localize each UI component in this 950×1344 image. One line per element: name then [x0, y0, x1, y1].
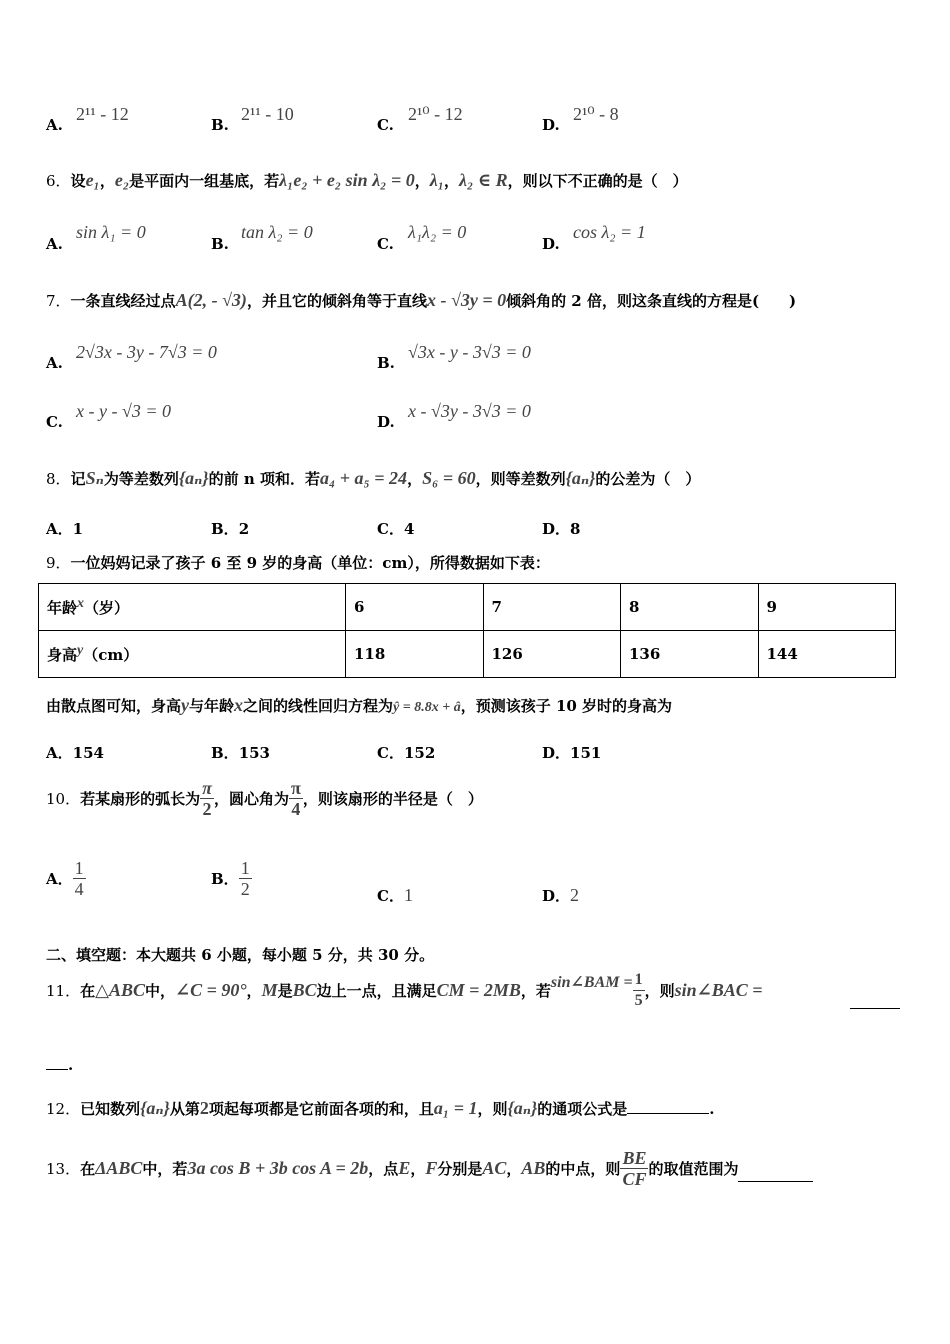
q9-x: x	[234, 695, 244, 715]
question-9	[46, 552, 550, 573]
q6-e2: e₂	[114, 170, 130, 190]
q9-height-header	[39, 631, 346, 678]
q8-opt-c-label: C．	[377, 520, 404, 538]
q8-opt-b	[211, 518, 249, 539]
q9-opt-b-val: 153	[238, 744, 270, 762]
q9-opt-b	[211, 742, 270, 763]
q12-text-b: 从第	[169, 1100, 200, 1118]
q9-text: 一位妈妈记录了孩子 6 至 9 岁的身高（单位：cm），所得数据如下表：	[70, 554, 550, 572]
section-2-heading: 二、填空题：本大题共 6 小题，每小题 5 分，共 30 分。	[46, 946, 435, 964]
q9-number: 9．	[46, 554, 71, 572]
q7-text-c: 倾斜角的 2 倍，则这条直线的方程是( )	[506, 292, 797, 310]
table-row	[39, 584, 896, 631]
question-11	[46, 970, 762, 1011]
q9-followup	[46, 695, 672, 716]
q13-triangle: ΔABC	[95, 1158, 143, 1178]
q11-bc: BC	[292, 980, 317, 1000]
q12-text-e: 的通项公式是	[537, 1100, 628, 1118]
q10-opt-b-den: 2	[240, 879, 250, 899]
table-cell: 126	[483, 631, 621, 678]
q5-opt-b-label: B.	[211, 116, 229, 134]
q10-opt-a	[46, 858, 86, 899]
q13-text-d: 分别是	[437, 1160, 483, 1178]
q13-answer-blank[interactable]	[738, 1167, 813, 1182]
q8-opt-b-label: B．	[211, 520, 239, 538]
q6-comma: ，	[414, 172, 430, 190]
q13-text-e: 的中点，则	[545, 1160, 621, 1178]
table-row	[39, 631, 896, 678]
q13-sep2: ，	[506, 1160, 522, 1178]
q9-opt-c-label: C．	[377, 744, 404, 762]
q8-number: 8．	[46, 470, 71, 488]
q10-opt-d	[542, 885, 579, 906]
q12-answer-blank[interactable]	[627, 1099, 709, 1114]
question-12	[46, 1098, 715, 1119]
q8-an: {aₙ}	[178, 468, 209, 488]
q9-age-head-a: 年龄	[47, 599, 78, 617]
q9-follow-c: 之间的线性回归方程为	[243, 697, 394, 715]
q10-opt-a-fraction	[73, 858, 86, 899]
q11-fraction	[633, 970, 645, 1011]
q8-opt-a-val: 1	[72, 520, 84, 538]
q12-a1: a₁ = 1	[433, 1098, 478, 1118]
q5-opt-d-label: D.	[542, 116, 560, 134]
q10-opt-a-den: 4	[74, 879, 84, 899]
q11-frac-den: 5	[634, 992, 643, 1009]
q9-height-head-a: 身高	[47, 646, 78, 664]
q7-number: 7．	[46, 292, 71, 310]
q6-condition: λ₁e₂ + e₂ sin λ₂ = 0	[279, 170, 415, 190]
q11-tail: .	[68, 1056, 74, 1074]
q12-text-d: ，则	[477, 1100, 508, 1118]
q8-opt-b-val: 2	[238, 520, 250, 538]
q11-text-e: ，若	[520, 982, 551, 1000]
q11-cm: CM = 2MB	[436, 980, 521, 1000]
q9-height-head-b: （cm）	[83, 646, 139, 664]
q5-opt-d-expr: 2¹⁰ - 8	[573, 104, 619, 124]
q9-age-head-b: （岁）	[84, 599, 130, 617]
q8-an2: {aₙ}	[565, 468, 596, 488]
q11-sin-bam: sin∠BAM =	[550, 973, 633, 991]
table-cell: 118	[346, 631, 484, 678]
q7-text-b: ，并且它的倾斜角等于直线	[246, 292, 427, 310]
q10-opt-b-num: 1	[240, 858, 250, 878]
question-8	[46, 468, 700, 489]
q9-regression-eq: ŷ = 8.8x + â	[393, 700, 461, 715]
q6-sep: ，	[99, 172, 115, 190]
q11-text-a: 在	[80, 982, 96, 1000]
q5-opt-c-label: C.	[377, 116, 394, 134]
q13-equation: 3a cos B + 3b cos A = 2b	[187, 1158, 369, 1178]
q11-comma: ，	[246, 982, 262, 1000]
q11-number: 11．	[46, 982, 81, 1000]
q6-e1: e₁	[85, 170, 100, 190]
q6-opt-d-expr: cos λ₂ = 1	[573, 222, 646, 242]
table-cell: 144	[758, 631, 896, 678]
q12-text-c: 项起每项都是它前面各项的和，且	[208, 1100, 434, 1118]
q9-opt-c	[377, 742, 435, 763]
table-cell: 9	[758, 584, 896, 631]
q6-opt-b-label: B.	[211, 235, 229, 253]
q9-opt-d-label: D．	[542, 744, 571, 762]
q6-text-c: ，则以下不正确的是（ ）	[507, 172, 688, 190]
q10-arc-den: 2	[202, 799, 212, 819]
q9-opt-d	[542, 742, 601, 763]
table-cell: 136	[621, 631, 759, 678]
q10-arc-fraction	[200, 778, 214, 819]
q12-an2: {aₙ}	[507, 1098, 538, 1118]
q11-m: M	[261, 980, 278, 1000]
q13-frac-num: BE	[622, 1148, 647, 1168]
q13-text-f: 的取值范围为	[648, 1160, 739, 1178]
q10-opt-c-label: C．	[377, 887, 404, 905]
q10-opt-a-num: 1	[74, 858, 84, 878]
q10-angle-fraction	[289, 778, 303, 819]
q5-opt-b-expr: 2¹¹ - 10	[241, 104, 294, 124]
q11-answer-line-2	[46, 1055, 73, 1074]
q8-text-a: 记	[70, 470, 86, 488]
q12-two: 2	[199, 1098, 209, 1118]
q13-text-b: 中，若	[142, 1160, 188, 1178]
q10-opt-d-val: 2	[570, 885, 580, 905]
q13-frac-den: CF	[622, 1169, 647, 1189]
q10-angle-den: 4	[291, 799, 301, 819]
q11-text-b: 中，	[144, 982, 175, 1000]
q7-point: A(2, - √3)	[175, 290, 247, 310]
q9-opt-a-val: 154	[72, 744, 104, 762]
q8-opt-c	[377, 518, 414, 539]
q9-follow-a: 由散点图可知，身高	[46, 697, 182, 715]
q13-fraction	[620, 1148, 648, 1189]
q13-e: E	[398, 1158, 411, 1178]
q11-text-d: 边上一点，且满足	[316, 982, 437, 1000]
q6-lambda2-in-r: λ₂ ∈ R	[459, 170, 508, 190]
q13-sep: ，	[410, 1160, 426, 1178]
table-cell: 6	[346, 584, 484, 631]
q9-opt-a-label: A．	[46, 744, 73, 762]
q11-triangle: △ABC	[95, 980, 145, 1000]
q10-opt-c	[377, 885, 413, 906]
q8-cond2: S₆ = 60	[422, 468, 476, 488]
q5-opt-c-expr: 2¹⁰ - 12	[408, 104, 463, 124]
q6-number: 6．	[46, 172, 71, 190]
q13-number: 13．	[46, 1160, 81, 1178]
q10-arc-num: π	[202, 778, 212, 798]
q11-answer-blank-2[interactable]	[46, 1055, 68, 1070]
q8-text-d: ，则等差数列	[475, 470, 566, 488]
q13-text-c: ，点	[368, 1160, 399, 1178]
q5-opt-a-expr: 2¹¹ - 12	[76, 104, 129, 124]
q8-opt-d-label: D．	[542, 520, 571, 538]
q11-text-f: ，则	[644, 982, 675, 1000]
q8-opt-a	[46, 518, 83, 539]
q6-text-b: 是平面内一组基底，若	[129, 172, 280, 190]
q9-opt-c-val: 152	[403, 744, 436, 762]
q10-text-b: ，圆心角为	[213, 790, 289, 808]
q7-line-eq: x - √3y = 0	[426, 290, 507, 310]
q10-opt-b	[211, 858, 252, 899]
q6-opt-a-label: A.	[46, 235, 63, 253]
q8-comma: ，	[407, 470, 423, 488]
q9-data-table	[38, 583, 896, 678]
q8-text-c: 的前 n 项和．若	[208, 470, 320, 488]
q7-opt-d-expr: x - √3y - 3√3 = 0	[408, 401, 531, 421]
q8-opt-d	[542, 518, 580, 539]
q7-opt-a-label: A.	[46, 354, 63, 372]
q9-age-var: x	[77, 596, 85, 611]
q12-text-a: 已知数列	[80, 1100, 141, 1118]
q10-opt-a-label: A．	[46, 870, 73, 888]
q11-angle: ∠C = 90°	[175, 980, 247, 1000]
q9-follow-b: 与年龄	[189, 697, 235, 715]
q10-text-a: 若某扇形的弧长为	[80, 790, 201, 808]
q8-sn: Sₙ	[85, 468, 104, 488]
q9-height-var: y	[77, 643, 84, 658]
q11-text-c: 是	[277, 982, 293, 1000]
question-10	[46, 778, 483, 819]
q13-f: F	[425, 1158, 438, 1178]
q13-ab: AB	[521, 1158, 546, 1178]
q7-opt-a-expr: 2√3x - 3y - 7√3 = 0	[76, 342, 217, 362]
q9-opt-a	[46, 742, 104, 763]
q7-opt-c-expr: x - y - √3 = 0	[76, 401, 171, 421]
q6-lambda1: λ₁	[429, 170, 444, 190]
q6-text-a: 设	[70, 172, 86, 190]
q6-opt-c-label: C.	[377, 235, 394, 253]
q11-answer-blank-1[interactable]	[850, 992, 900, 1009]
q10-opt-d-label: D．	[542, 887, 571, 905]
q7-text-a: 一条直线经过点	[70, 292, 176, 310]
q12-an: {aₙ}	[140, 1098, 170, 1118]
q13-text-a: 在	[80, 1160, 96, 1178]
q7-opt-b-expr: √3x - y - 3√3 = 0	[408, 342, 531, 362]
q9-y: y	[181, 695, 190, 715]
q6-opt-a-expr: sin λ₁ = 0	[76, 222, 146, 242]
q11-sin-bac: sin∠BAC =	[674, 980, 763, 1000]
q7-opt-d-label: D.	[377, 413, 395, 431]
q10-text-c: ，则该扇形的半径是（ ）	[302, 790, 483, 808]
q10-number: 10．	[46, 790, 81, 808]
q9-opt-d-val: 151	[570, 744, 602, 762]
q10-angle-num: π	[290, 778, 301, 798]
q8-text-b: 为等差数列	[103, 470, 179, 488]
q13-ac: AC	[482, 1158, 507, 1178]
q12-tail: .	[709, 1100, 715, 1118]
q9-follow-d: ，预测该孩子 10 岁时的身高为	[460, 697, 673, 715]
question-13	[46, 1148, 813, 1189]
q10-opt-c-val: 1	[403, 885, 413, 905]
q7-opt-c-label: C.	[46, 413, 63, 431]
q8-opt-d-val: 8	[570, 520, 581, 538]
q6-opt-c-expr: λ₁λ₂ = 0	[408, 222, 467, 242]
q6-opt-b-expr: tan λ₂ = 0	[241, 222, 313, 242]
q11-frac-num: 1	[633, 970, 645, 991]
question-6	[46, 170, 688, 191]
question-7	[46, 290, 796, 311]
table-cell: 7	[483, 584, 621, 631]
q6-comma2: ，	[444, 172, 460, 190]
q9-age-header	[39, 584, 346, 631]
q12-number: 12．	[46, 1100, 81, 1118]
q8-opt-c-val: 4	[403, 520, 415, 538]
q9-opt-b-label: B．	[211, 744, 239, 762]
q8-text-e: 的公差为（ ）	[595, 470, 701, 488]
table-cell: 8	[621, 584, 759, 631]
q8-cond1: a₄ + a₅ = 24	[319, 468, 408, 488]
q10-opt-b-fraction	[239, 858, 252, 899]
q5-opt-a-label: A.	[46, 116, 63, 134]
q6-opt-d-label: D.	[542, 235, 560, 253]
q7-opt-b-label: B.	[377, 354, 395, 372]
q8-opt-a-label: A．	[46, 520, 73, 538]
q10-opt-b-label: B．	[211, 870, 239, 888]
